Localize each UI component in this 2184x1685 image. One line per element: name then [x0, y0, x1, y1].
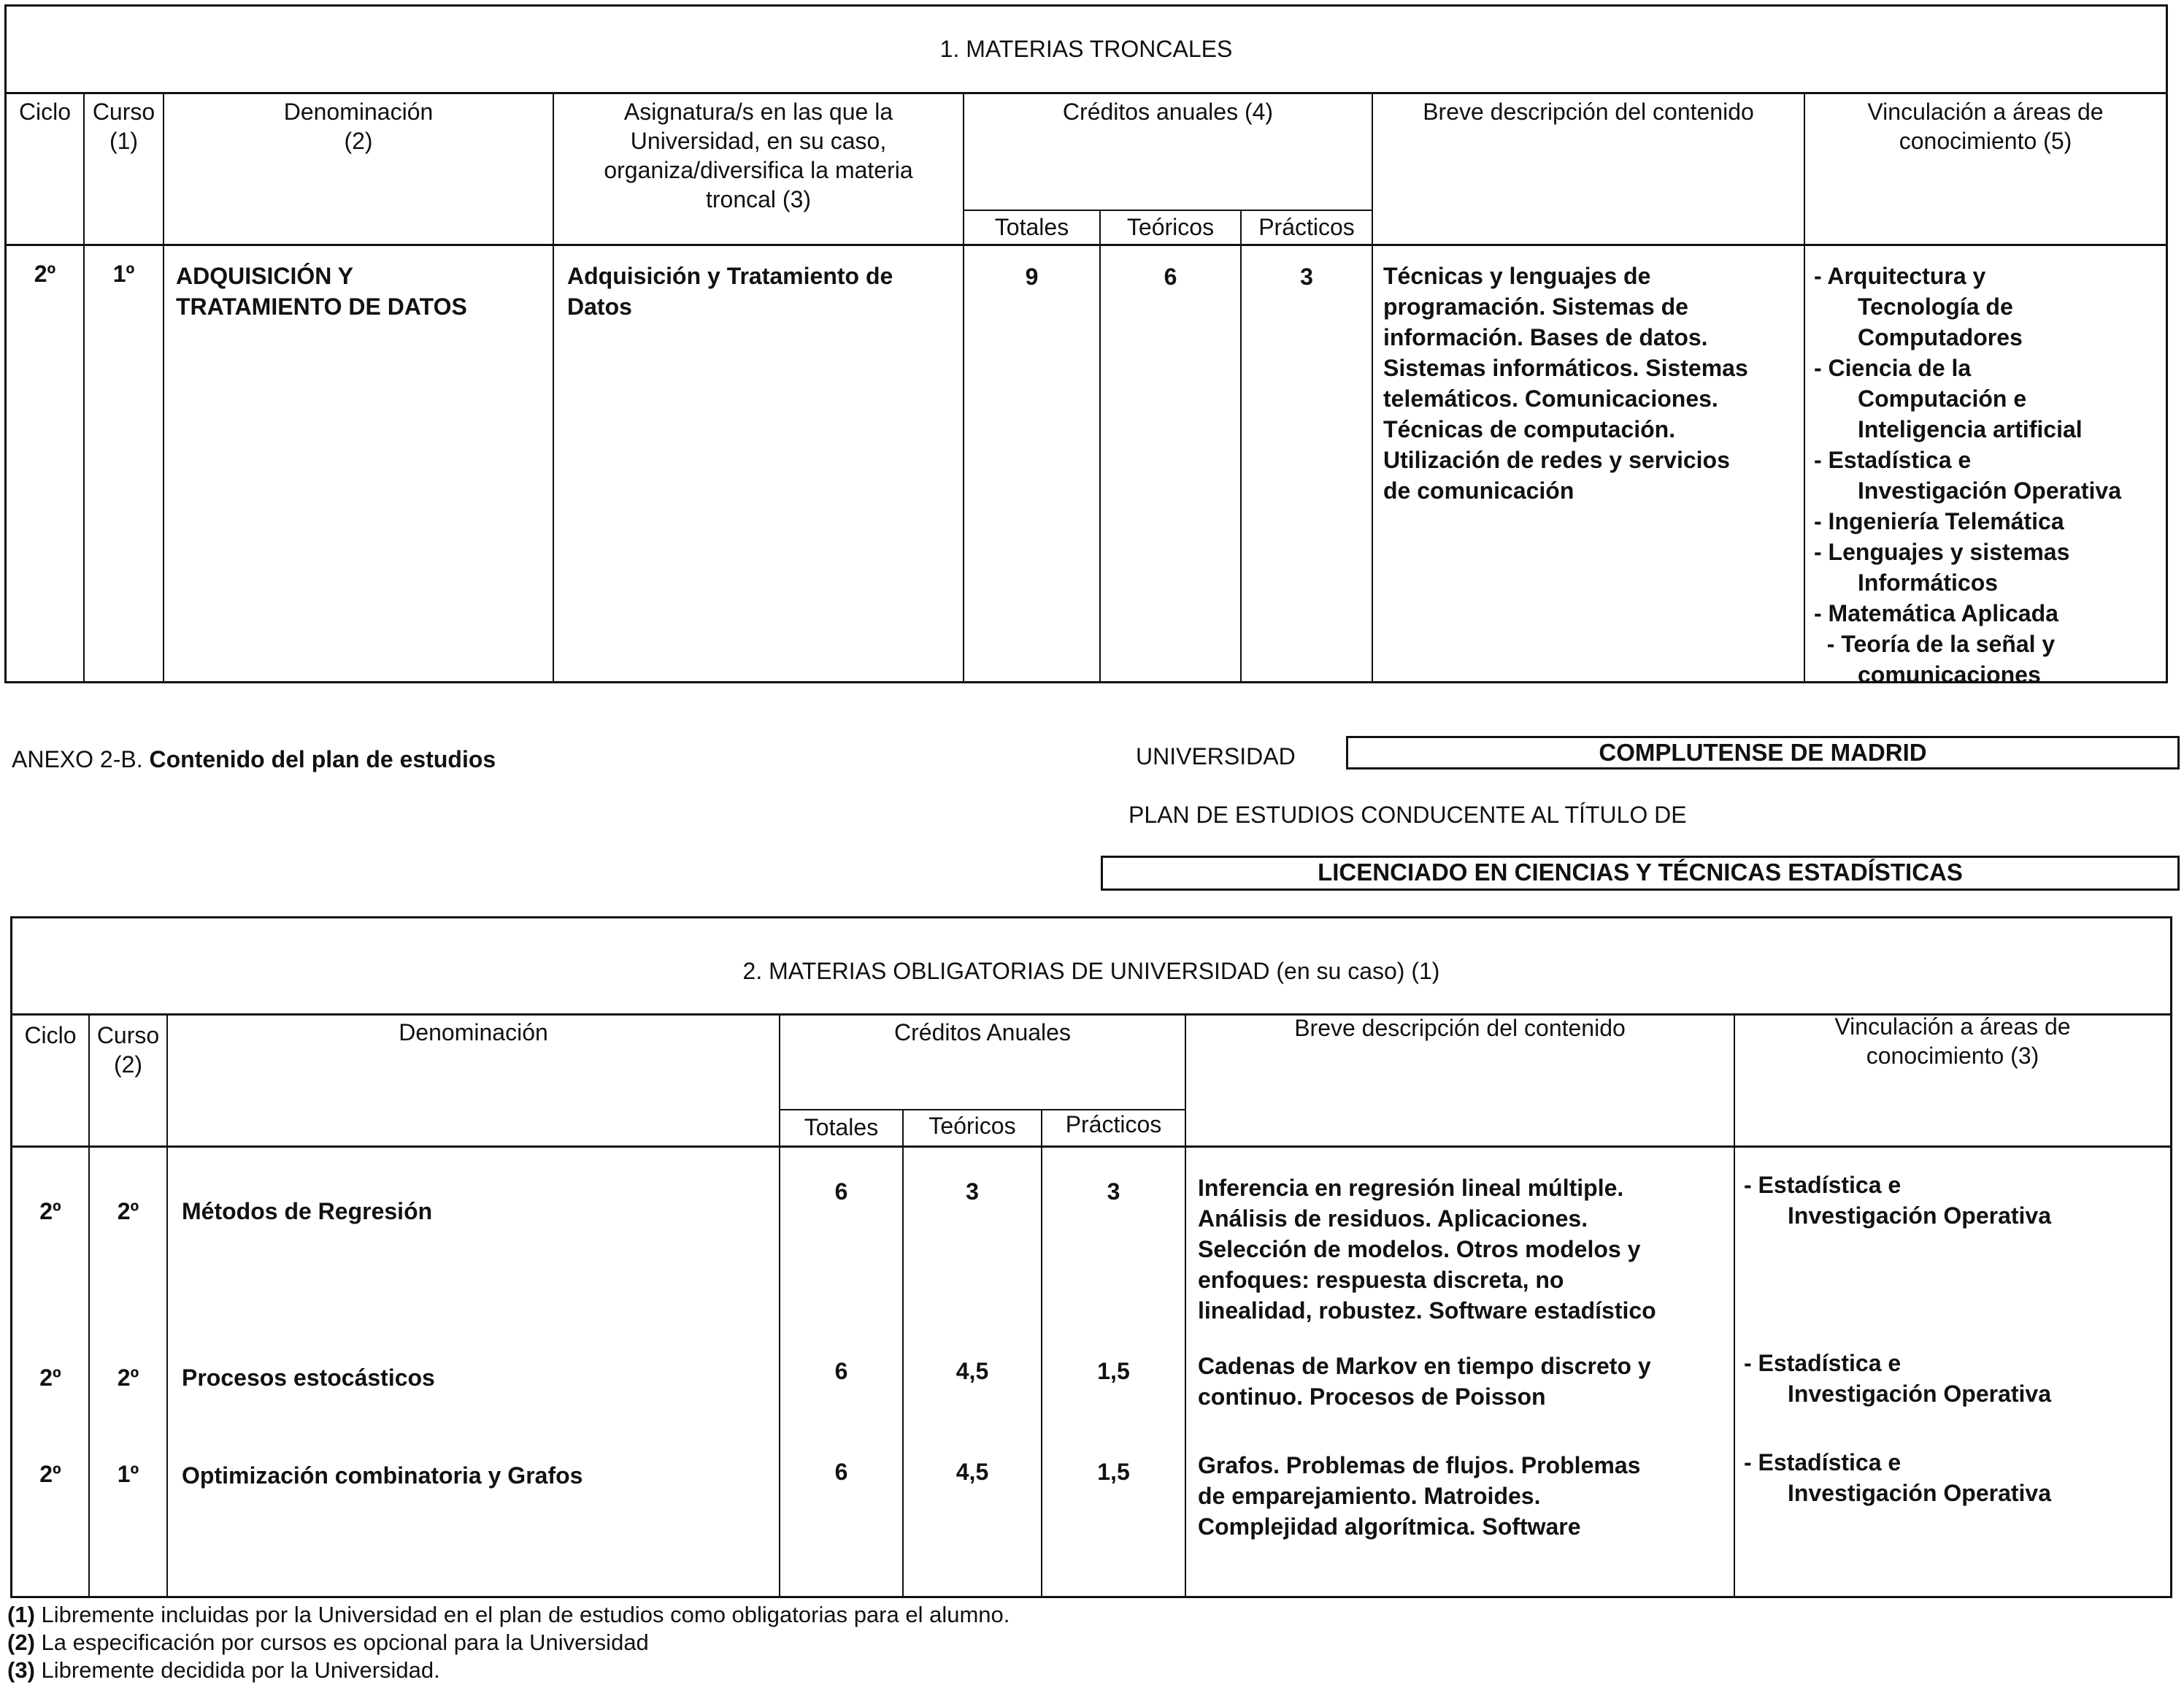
area-item-continuation: comunicaciones: [1858, 661, 2041, 688]
row3-teoricos: 4,5: [956, 1459, 989, 1485]
table2-col-divider: [1734, 1013, 1735, 1596]
row1-practicos: 3: [1107, 1178, 1120, 1205]
row2-practicos: 1,5: [1097, 1358, 1130, 1384]
table2-col-divider: [166, 1013, 168, 1596]
header-practicos: Prácticos: [1258, 214, 1355, 240]
row3-descripcion: Grafos. Problemas de flujos. Problemas de emparejamiento. Matroides. Complejidad algorítmica. Software: [1198, 1452, 1641, 1540]
table1-col-divider: [1372, 92, 1373, 681]
header-ciclo: Ciclo: [18, 99, 72, 125]
row-practicos: 3: [1300, 264, 1313, 290]
area-item-continuation: Investigación Operativa: [1858, 477, 2122, 504]
header-denominacion: Denominación (2): [283, 99, 434, 154]
annex-prefix: ANEXO 2-B.: [12, 746, 143, 772]
table1-title: 1. MATERIAS TRONCALES: [939, 36, 1233, 62]
table1-header-divider: [7, 244, 2166, 246]
table1-credits-divider: [963, 210, 1372, 211]
header-vinculacion: Vinculación a áreas de conocimiento (3): [1834, 1013, 2071, 1069]
row3-denominacion: Optimización combinatoria y Grafos: [182, 1462, 583, 1489]
row-areas: [1814, 261, 2164, 690]
header-asignatura: Asignatura/s en las que la Universidad, en su caso, organiza/diversifica la materia troncal (3): [604, 99, 913, 212]
row3-curso: 1º: [117, 1461, 139, 1487]
row1-area: [1744, 1170, 2167, 1231]
area-item-continuation: Tecnología de Computadores: [1858, 293, 2023, 350]
footnote-2-text: La especificación por cursos es opcional para la Universidad: [34, 1630, 649, 1655]
header-curso: Curso (1): [92, 99, 155, 154]
table2-col-divider: [779, 1013, 780, 1596]
table1-col-divider: [963, 92, 964, 681]
row3-area-line1: - Estadística e: [1744, 1449, 1902, 1475]
row2-denominacion: Procesos estocásticos: [182, 1364, 435, 1391]
area-item-continuation: Informáticos: [1858, 569, 1999, 596]
header-totales: Totales: [804, 1114, 879, 1140]
table2-title: 2. MATERIAS OBLIGATORIAS DE UNIVERSIDAD (en su caso) (1): [742, 958, 1440, 984]
header-denominacion: Denominación: [399, 1019, 548, 1045]
row-ciclo: 2º: [34, 261, 56, 287]
universidad-field: COMPLUTENSE DE MADRID: [1346, 736, 2180, 769]
annex-heading: [12, 746, 496, 773]
row3-area-line2: Investigación Operativa: [1788, 1480, 2052, 1506]
footnote-1-text: Libremente incluidas por la Universidad en el plan de estudios como obligatorias para el alumno.: [34, 1602, 1010, 1627]
titulo-field: LICENCIADO EN CIENCIAS Y TÉCNICAS ESTADÍSTICAS: [1101, 856, 2180, 891]
materias-obligatorias-table: [10, 916, 2172, 1598]
footnote-3: [7, 1656, 440, 1685]
table1-title-divider: [7, 92, 2166, 94]
header-teoricos: Teóricos: [928, 1113, 1016, 1139]
header-vinculacion: Vinculación a áreas de conocimiento (5): [1867, 99, 2104, 154]
materias-troncales-table: [4, 4, 2168, 688]
row3-practicos: 1,5: [1097, 1459, 1130, 1485]
row2-curso: 2º: [117, 1364, 139, 1391]
footnote-1-mark: (1): [7, 1602, 35, 1627]
header-practicos: Prácticos: [1065, 1111, 1162, 1137]
footnote-2-mark: (2): [7, 1630, 35, 1655]
area-item: - Arquitectura y: [1814, 263, 1986, 289]
row2-totales: 6: [834, 1358, 848, 1384]
area-item: - Ciencia de la: [1814, 355, 1972, 381]
area-item: - Teoría de la señal y: [1814, 631, 2056, 657]
area-item: - Estadística e: [1814, 447, 1972, 473]
row1-totales: 6: [834, 1178, 848, 1205]
row1-teoricos: 3: [966, 1178, 979, 1205]
row2-area-line1: - Estadística e: [1744, 1350, 1902, 1376]
area-item: - Lenguajes y sistemas: [1814, 539, 2070, 565]
header-curso: Curso (2): [96, 1022, 160, 1078]
row-teoricos: 6: [1164, 264, 1177, 290]
row-asignatura: Adquisición y Tratamiento de Datos: [567, 263, 893, 320]
row2-teoricos: 4,5: [956, 1358, 989, 1384]
row-totales: 9: [1025, 264, 1039, 290]
row-curso: 1º: [112, 261, 135, 287]
header-descripcion: Breve descripción del contenido: [1294, 1015, 1626, 1041]
plan-label: PLAN DE ESTUDIOS CONDUCENTE AL TÍTULO DE: [1128, 802, 1687, 828]
footnote-3-text: Libremente decidida por la Universidad.: [34, 1657, 440, 1683]
footnote-3-mark: (3): [7, 1657, 35, 1683]
table2-header-divider: [12, 1145, 2170, 1148]
row3-totales: 6: [834, 1459, 848, 1485]
header-totales: Totales: [994, 214, 1069, 240]
header-creditos: Créditos anuales (4): [1062, 99, 1274, 125]
table1-col-divider: [1804, 92, 1805, 681]
header-descripcion: Breve descripción del contenido: [1423, 99, 1754, 125]
footnote-1: [7, 1600, 1010, 1630]
area-item: - Ingeniería Telemática: [1814, 508, 2064, 534]
row2-area: [1744, 1348, 2167, 1409]
row1-ciclo: 2º: [39, 1198, 61, 1224]
table1-col-divider: [163, 92, 164, 681]
row1-area-line1: - Estadística e: [1744, 1172, 1902, 1198]
universidad-label: UNIVERSIDAD: [1136, 743, 1296, 769]
row-descripcion: Técnicas y lenguajes de programación. Sistemas de información. Bases de datos. Sistemas informáticos. Sistemas telemáticos. Comunicaciones. Técnicas de computación. Utilización de redes y servicios de comunicación: [1383, 263, 1748, 504]
header-teoricos: Teóricos: [1126, 214, 1215, 240]
footnote-2: [7, 1628, 649, 1657]
row2-ciclo: 2º: [39, 1364, 61, 1391]
row1-area-line2: Investigación Operativa: [1788, 1202, 2052, 1229]
table2-col-divider: [1185, 1013, 1186, 1596]
row2-area-line2: Investigación Operativa: [1788, 1381, 2052, 1407]
header-creditos: Créditos Anuales: [894, 1019, 1071, 1045]
row3-ciclo: 2º: [39, 1461, 61, 1487]
area-item-continuation: Computación e Inteligencia artificial: [1858, 385, 2083, 442]
header-ciclo: Ciclo: [24, 1022, 77, 1048]
row1-curso: 2º: [117, 1198, 139, 1224]
row1-descripcion: Inferencia en regresión lineal múltiple. Análisis de residuos. Aplicaciones. Selección de modelos. Otros modelos y enfoques: respuesta discreta, no linealidad, robustez. Software estadístico: [1198, 1175, 1656, 1324]
row2-descripcion: Cadenas de Markov en tiempo discreto y continuo. Procesos de Poisson: [1198, 1353, 1651, 1410]
area-item: - Matemática Aplicada: [1814, 600, 2058, 626]
row-denominacion: ADQUISICIÓN Y TRATAMIENTO DE DATOS: [176, 263, 467, 320]
annex-label: Contenido del plan de estudios: [149, 746, 496, 772]
table1-col-divider: [83, 92, 85, 681]
row3-area: [1744, 1447, 2167, 1508]
table2-col-divider: [88, 1013, 90, 1596]
row1-denominacion: Métodos de Regresión: [182, 1198, 433, 1224]
